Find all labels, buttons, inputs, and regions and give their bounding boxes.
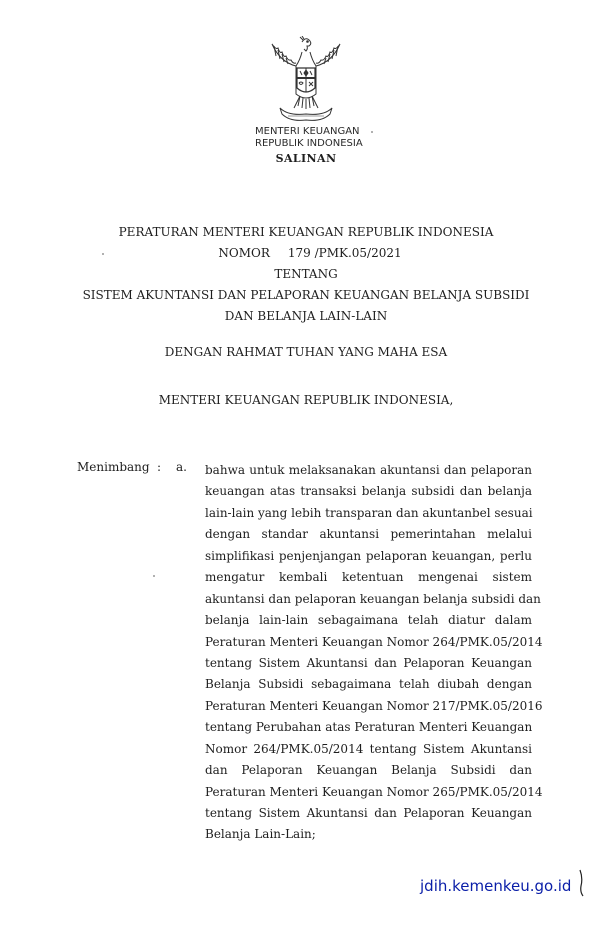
paragraph-line: Belanja Lain-Lain; <box>205 827 316 842</box>
garuda-emblem-icon <box>266 36 346 126</box>
preamble-menteri: MENTERI KEUANGAN REPUBLIK INDONESIA, <box>158 393 454 407</box>
paragraph-line: belanja lain-lain sebagaimana telah diatur dalam <box>205 613 532 628</box>
nomor-label: NOMOR <box>218 246 270 260</box>
paragraph-line: tentang Perubahan atas Peraturan Menteri Keuangan <box>205 720 533 735</box>
paragraph-line: akuntansi dan pelaporan keuangan belanja subsidi dan <box>205 591 541 606</box>
issuer-heading <box>255 126 363 150</box>
subject-line-1: SISTEM AKUNTANSI DAN PELAPORAN KEUANGAN BELANJA SUBSIDI <box>82 288 530 302</box>
item-letter: a. <box>176 460 187 474</box>
issuer-line-1: MENTERI KEUANGAN <box>255 126 360 137</box>
scan-speck <box>371 131 373 133</box>
paragraph-line: tentang Sistem Akuntansi dan Pelaporan Keuangan <box>205 806 532 820</box>
paragraph-line: keuangan atas transaksi belanja subsidi dan belanja <box>205 484 532 499</box>
scan-speck <box>102 253 104 255</box>
paragraph-line: Nomor 264/PMK.05/2014 tentang Sistem Akuntansi <box>205 741 532 756</box>
considering-label: Menimbang <box>77 460 150 474</box>
paragraph-line: Peraturan Menteri Keuangan Nomor 264/PMK.05/2014 <box>205 634 543 649</box>
paragraph-line: Peraturan Menteri Keuangan Nomor 265/PMK.05/2014 <box>205 784 543 799</box>
paragraph-line: bahwa untuk melaksanakan akuntansi dan pelaporan <box>205 463 532 477</box>
pen-mark-icon <box>578 868 586 898</box>
scan-speck <box>153 575 155 577</box>
paragraph-line: Belanja Subsidi sebagaimana telah diubah dengan <box>205 677 532 692</box>
title-line: PERATURAN MENTERI KEUANGAN REPUBLIK INDONESIA <box>118 225 494 239</box>
considering-paragraph <box>205 460 543 846</box>
subject-line-2: DAN BELANJA LAIN-LAIN <box>224 309 388 323</box>
paragraph-line: simplifikasi penjenjangan pelaporan keuangan, perlu <box>205 548 532 563</box>
paragraph-line: dan Pelaporan Keuangan Belanja Subsidi dan <box>205 763 532 778</box>
copy-stamp: SALINAN <box>275 152 337 165</box>
issuer-line-2: REPUBLIK INDONESIA <box>255 138 363 149</box>
paragraph-line: Peraturan Menteri Keuangan Nomor 217/PMK.05/2016 <box>205 698 543 713</box>
tentang-label: TENTANG <box>274 267 338 281</box>
paragraph-line: dengan standar akuntansi pemerintahan melalui <box>205 527 532 542</box>
paragraph-line: lain-lain yang lebih transparan dan akuntanbel sesuai <box>205 505 533 520</box>
nomor-value: 179 /PMK.05/2021 <box>287 246 402 260</box>
preamble-rahmat: DENGAN RAHMAT TUHAN YANG MAHA ESA <box>164 345 448 359</box>
regulation-title <box>0 222 612 327</box>
paragraph-line: tentang Sistem Akuntansi dan Pelaporan Keuangan <box>205 655 532 670</box>
jdih-website-link[interactable]: jdih.kemenkeu.go.id <box>420 877 572 895</box>
regulation-number <box>0 243 612 264</box>
paragraph-line: mengatur kembali ketentuan mengenai sistem <box>205 570 532 585</box>
considering-colon: : <box>157 460 162 474</box>
